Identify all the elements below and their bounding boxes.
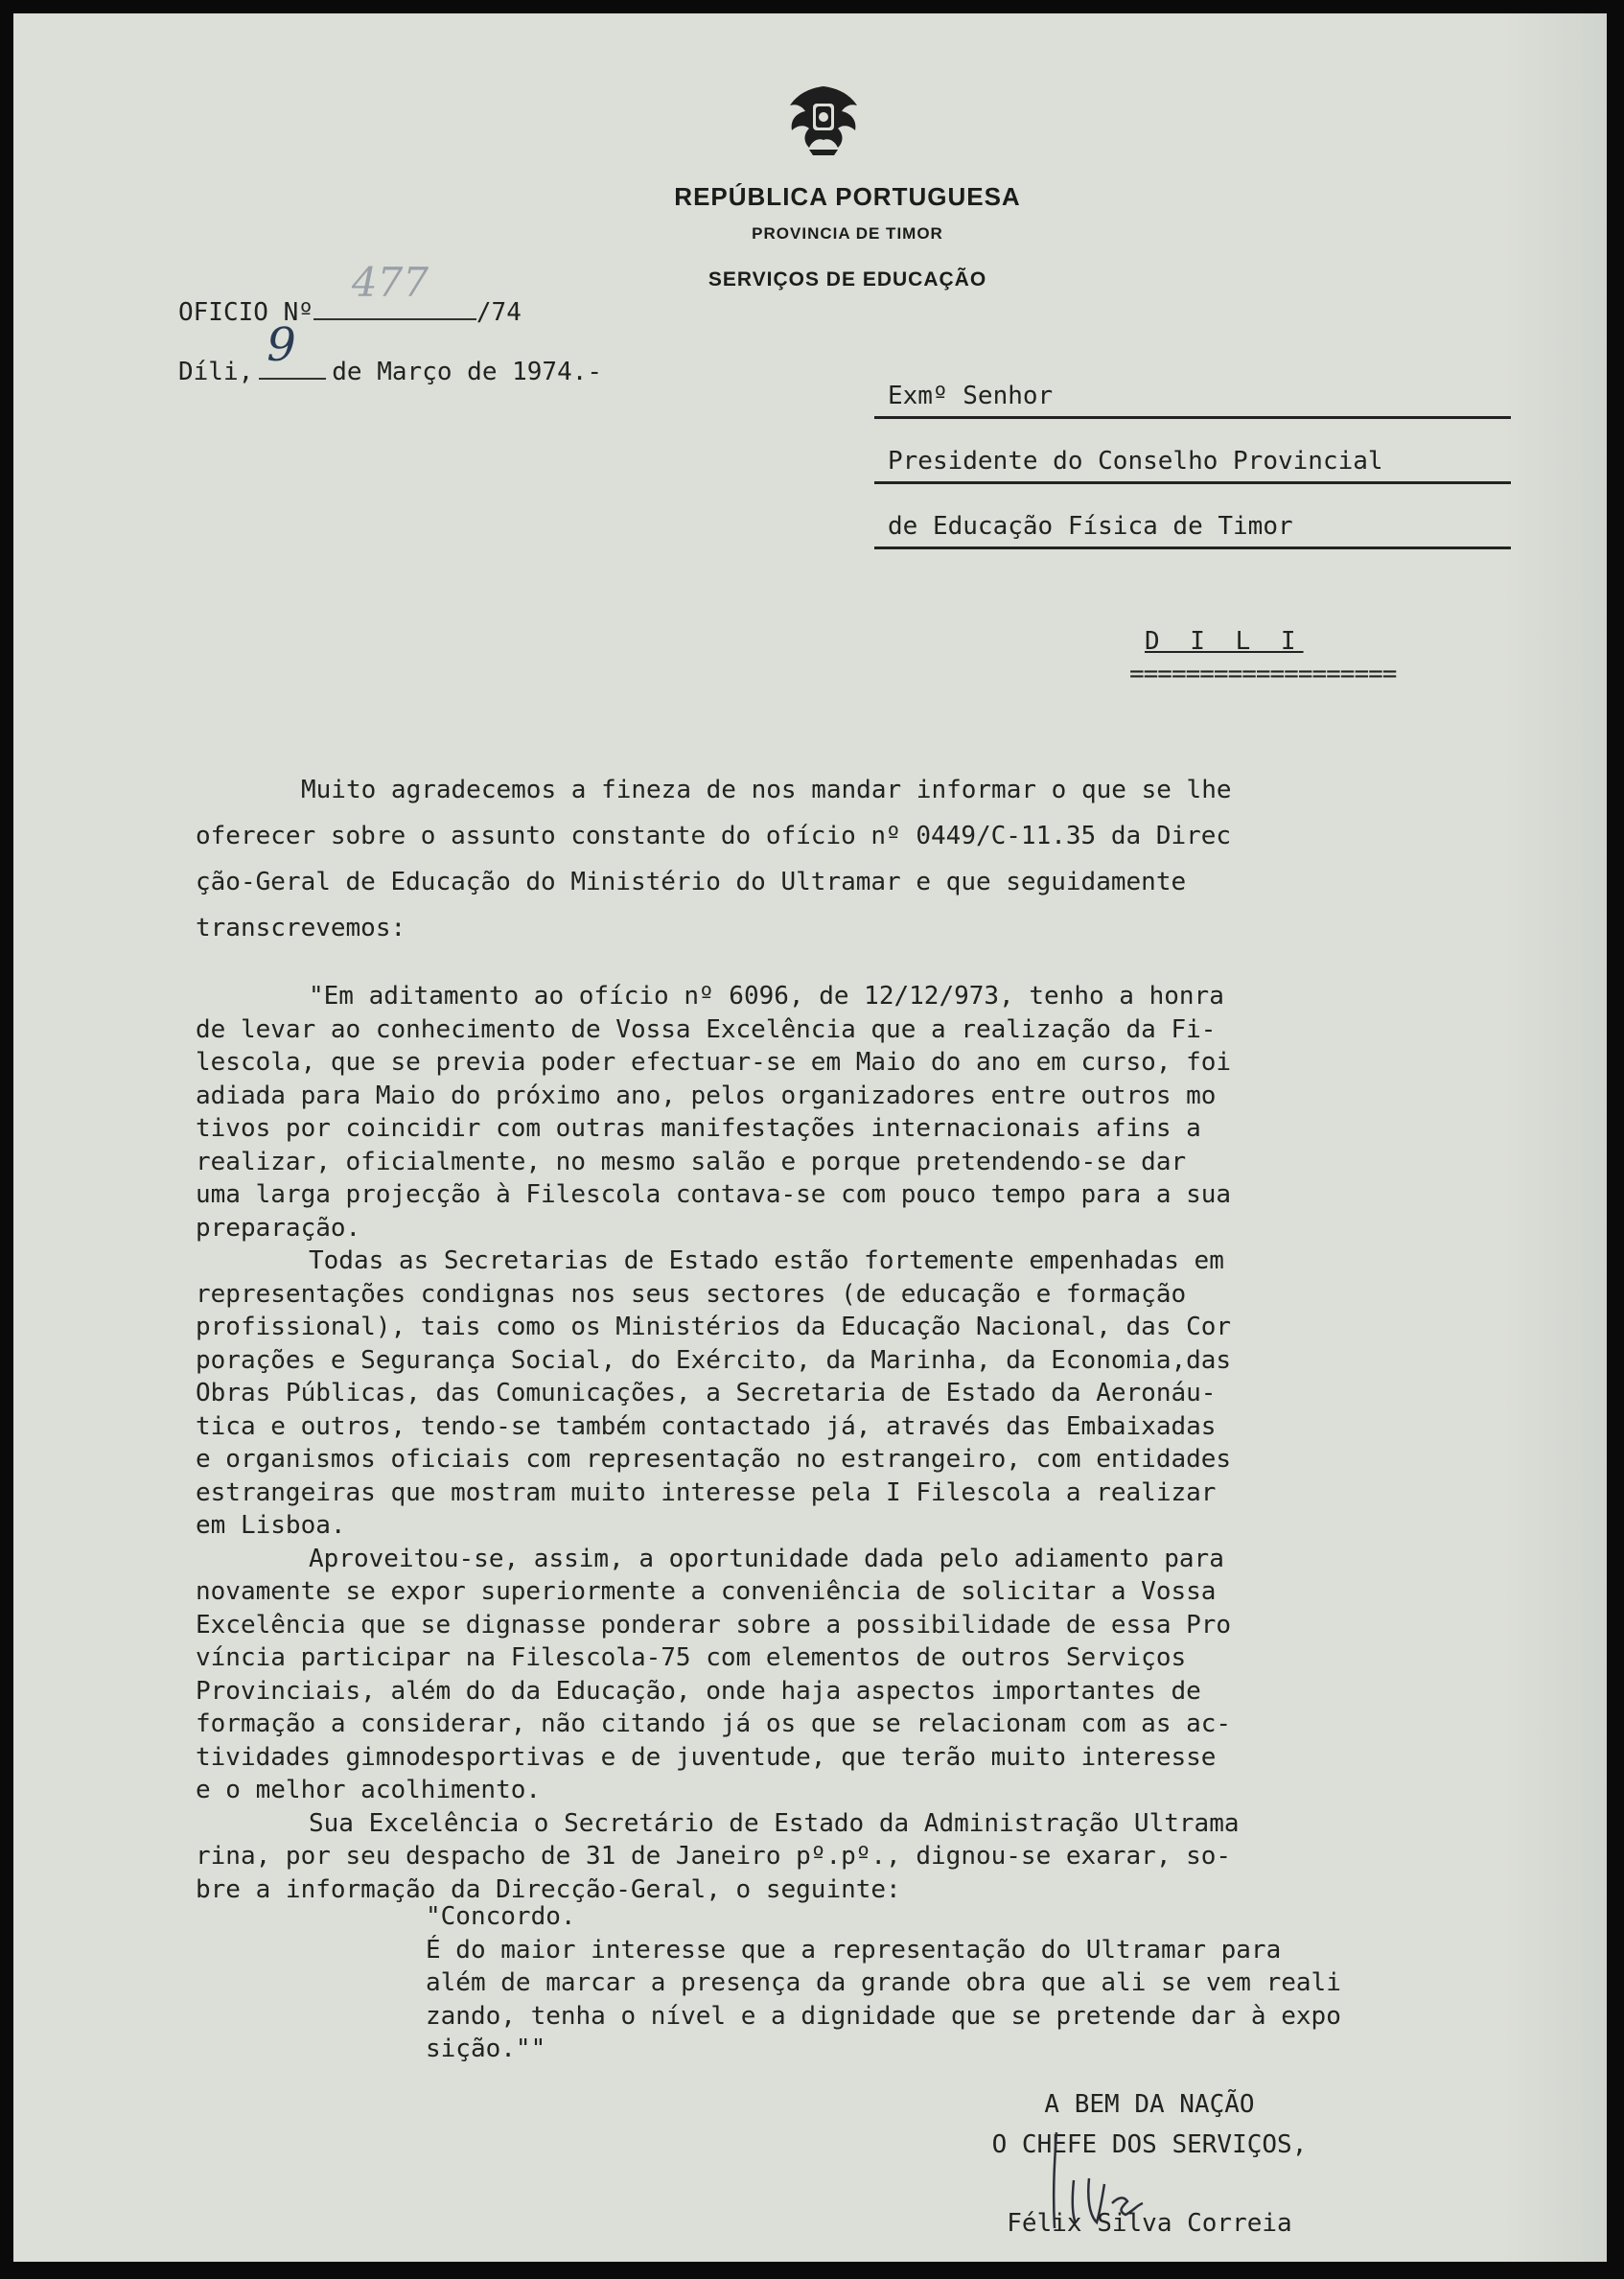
quote-line: realizar, oficialmente, no mesmo salão e porque pretendendo-se dar (196, 1147, 1187, 1176)
quote-line: estrangeiras que mostram muito interesse pela I Filescola a realizar (196, 1477, 1217, 1507)
quote-line: em Lisboa. (196, 1511, 346, 1540)
intro-line: ção-Geral de Educação do Ministério do Ultramar e que seguidamente (196, 868, 1187, 896)
quote-line: uma larga projecção à Filescola contava-se com pouco tempo para a sua (196, 1180, 1232, 1209)
quote-line: e organismos oficiais com representação no estrangeiro, com entidades (196, 1445, 1232, 1474)
addressee-line-1: Exmº Senhor (874, 376, 1511, 419)
quote-line: tivos por coincidir com outras manifestações internacionais afins a (196, 1114, 1201, 1143)
inner-quote (426, 1900, 1499, 2066)
quote-line: profissional), tais como os Ministérios da Educação Nacional, das Cor (196, 1313, 1232, 1341)
signer-name: Félix Silva Correia (1007, 2209, 1292, 2238)
document-page (13, 13, 1607, 2262)
quote-line: preparação. (196, 1213, 361, 1243)
letterhead-service: SERVIÇOS DE EDUCAÇÃO (708, 268, 987, 291)
addressee-line-3: de Educação Física de Timor (874, 506, 1511, 549)
date-rest: de Março de 1974.- (332, 358, 603, 386)
quote-line: Obras Públicas, das Comunicações, a Secretaria de Estado da Aeronáu- (196, 1379, 1217, 1407)
date-day: 9 (267, 318, 296, 372)
quote-line: Aproveitou-se, assim, a oportunidade dada pelo adiamento para (309, 1544, 1224, 1573)
quote-line: formação a considerar, não citando já os que se relacionam com as ac- (196, 1709, 1232, 1738)
closing-salutation: A BEM DA NAÇÃO (1044, 2090, 1255, 2119)
quote-line: víncia participar na Filescola-75 com elementos de outros Serviços (196, 1643, 1187, 1672)
addressee-city-rule: =================== (1129, 660, 1397, 688)
quote-line: lescola, que se previa poder efectuar-se em Maio do ano em curso, foi (196, 1048, 1232, 1077)
inner-quote-line: "Concordo. (426, 1902, 576, 1931)
quote-line: adiada para Maio do próximo ano, pelos organizadores entre outros mo (196, 1081, 1217, 1110)
quote-line: de levar ao conhecimento de Vossa Excelência que a realização da Fi- (196, 1014, 1217, 1044)
intro-line: Muito agradecemos a fineza de nos mandar informar o que se lhe (301, 776, 1232, 804)
date-day-field (259, 318, 326, 380)
quote-line: Todas as Secretarias de Estado estão fortemente empenhadas em (309, 1246, 1224, 1275)
reference-line (178, 259, 522, 327)
quote-line: Excelência que se dignasse ponderar sobre a possibilidade de essa Pro (196, 1610, 1232, 1639)
intro-line: transcrevemos: (196, 914, 406, 942)
quote-line: rina, por seu despacho de 31 de Janeiro pº.pº., dignou-se exarar, so- (196, 1842, 1232, 1871)
quote-line: "Em aditamento ao ofício nº 6096, de 12/12/973, tenho a honra (309, 982, 1224, 1011)
addressee-city: D I L I (1145, 627, 1304, 656)
inner-quote-line: zando, tenha o nível e a dignidade que se pretende dar à expo (426, 2001, 1341, 2031)
reference-suffix: /74 (476, 298, 522, 327)
quote-line: e o melhor acolhimento. (196, 1776, 542, 1804)
quoted-text (196, 980, 1404, 1906)
reference-number: 477 (351, 259, 429, 306)
quote-line: tica e outros, tendo-se também contactado já, através das Embaixadas (196, 1411, 1217, 1441)
letterhead-republic: REPÚBLICA PORTUGUESA (674, 182, 1021, 211)
date-place: Díli, (178, 358, 254, 386)
inner-quote-line: É do maior interesse que a representação do Ultramar para (426, 1935, 1282, 1965)
reference-number-field (313, 259, 476, 320)
intro-paragraph (196, 767, 1509, 951)
inner-quote-line: sição."" (426, 2035, 546, 2063)
letterhead-province: PROVINCIA DE TIMOR (752, 224, 943, 243)
date-line (178, 318, 603, 386)
quote-line: Sua Excelência o Secretário de Estado da Administração Ultrama (309, 1808, 1240, 1838)
quote-line: Provinciais, além do da Educação, onde haja aspectos importantes de (196, 1676, 1201, 1706)
intro-line: oferecer sobre o assunto constante do ofício nº 0449/C-11.35 da Direc (196, 822, 1232, 850)
quote-line: novamente se expor superiormente a conveniência de solicitar a Vossa (196, 1577, 1217, 1606)
closing-title: O CHEFE DOS SERVIÇOS, (991, 2130, 1308, 2159)
inner-quote-line: além de marcar a presença da grande obra que ali se vem reali (426, 1968, 1341, 1997)
quote-line: bre a informação da Direcção-Geral, o seguinte: (196, 1874, 901, 1904)
quote-line: tividades gimnodesportivas e de juventude, que terão muito interesse (196, 1742, 1217, 1772)
addressee-line-2: Presidente do Conselho Provincial (874, 441, 1511, 484)
quote-line: representações condignas nos seus sectores (de educação e formação (196, 1279, 1187, 1309)
quote-line: porações e Segurança Social, do Exército, da Marinha, da Economia,das (196, 1345, 1232, 1375)
coat-of-arms-emblem (780, 82, 867, 159)
reference-prefix: OFICIO Nº (178, 298, 313, 327)
